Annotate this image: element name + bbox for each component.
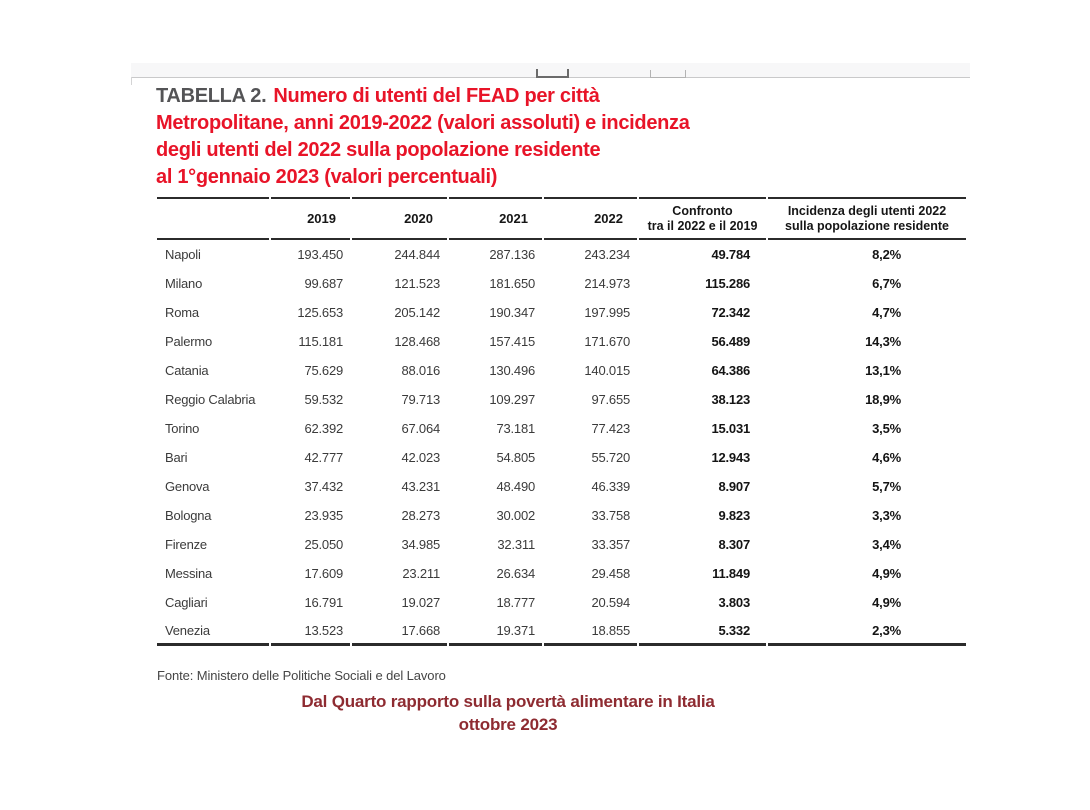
value-cell: 115.181 bbox=[298, 334, 343, 349]
column-header: 2019 bbox=[271, 197, 350, 240]
city-cell: Catania bbox=[165, 363, 209, 378]
cropped-ui-fragment-light bbox=[650, 70, 686, 78]
value-cell: 49.784 bbox=[711, 247, 750, 262]
left-corner-tick bbox=[131, 77, 132, 85]
value-cell: 8.907 bbox=[718, 479, 750, 494]
caption-line-1: Dal Quarto rapporto sulla povertà alimentare in Italia bbox=[301, 692, 715, 711]
value-cell: 125.653 bbox=[297, 305, 343, 320]
table-body bbox=[157, 240, 966, 646]
value-cell: 5,7% bbox=[872, 479, 901, 494]
value-cell: 67.064 bbox=[401, 421, 440, 436]
column-header: 2020 bbox=[352, 197, 447, 240]
value-cell: 25.050 bbox=[304, 537, 343, 552]
table-row bbox=[157, 385, 966, 414]
value-cell: 33.357 bbox=[591, 537, 630, 552]
value-cell: 62.392 bbox=[304, 421, 343, 436]
column-header: 2021 bbox=[449, 197, 542, 240]
value-cell: 33.758 bbox=[591, 508, 630, 523]
value-cell: 37.432 bbox=[304, 479, 343, 494]
table-row bbox=[157, 298, 966, 327]
value-cell: 17.668 bbox=[352, 617, 447, 646]
value-cell: 18.855 bbox=[544, 617, 637, 646]
value-cell: 38.123 bbox=[711, 392, 750, 407]
value-cell: 26.634 bbox=[496, 566, 535, 581]
value-cell: 214.973 bbox=[584, 276, 630, 291]
value-cell: 75.629 bbox=[304, 363, 343, 378]
value-cell: 3.803 bbox=[718, 595, 750, 610]
value-cell: 16.791 bbox=[304, 595, 343, 610]
value-cell: 181.650 bbox=[489, 276, 535, 291]
city-cell: Bologna bbox=[165, 508, 212, 523]
city-cell: Firenze bbox=[165, 537, 207, 552]
value-cell: 11.849 bbox=[712, 566, 750, 581]
value-cell: 5.332 bbox=[639, 617, 766, 646]
value-cell: 2,3% bbox=[768, 617, 966, 646]
value-cell: 56.489 bbox=[711, 334, 750, 349]
value-cell: 55.720 bbox=[591, 450, 630, 465]
fead-table bbox=[155, 197, 968, 646]
value-cell: 20.594 bbox=[591, 595, 630, 610]
value-cell: 64.386 bbox=[711, 363, 750, 378]
table-row bbox=[157, 240, 966, 269]
value-cell: 8.307 bbox=[718, 537, 750, 552]
value-cell: 59.532 bbox=[304, 392, 343, 407]
value-cell: 23.211 bbox=[402, 566, 440, 581]
table-row bbox=[157, 530, 966, 559]
value-cell: 28.273 bbox=[401, 508, 440, 523]
table-row bbox=[157, 356, 966, 385]
value-cell: 18,9% bbox=[865, 392, 901, 407]
city-cell: Cagliari bbox=[165, 595, 208, 610]
value-cell: 48.490 bbox=[496, 479, 535, 494]
value-cell: 34.985 bbox=[401, 537, 440, 552]
value-cell: 244.844 bbox=[394, 247, 440, 262]
column-header: Confronto tra il 2022 e il 2019 bbox=[639, 197, 766, 240]
column-header: Incidenza degli utenti 2022 sulla popolazione residente bbox=[768, 197, 966, 240]
city-cell: Genova bbox=[165, 479, 210, 494]
table-row bbox=[157, 414, 966, 443]
city-cell: Roma bbox=[165, 305, 199, 320]
value-cell: 14,3% bbox=[865, 334, 901, 349]
value-cell: 54.805 bbox=[496, 450, 535, 465]
value-cell: 4,9% bbox=[872, 566, 901, 581]
value-cell: 73.181 bbox=[496, 421, 535, 436]
value-cell: 3,3% bbox=[872, 508, 901, 523]
value-cell: 12.943 bbox=[711, 450, 750, 465]
column-header: 2022 bbox=[544, 197, 637, 240]
value-cell: 32.311 bbox=[497, 537, 535, 552]
table-row bbox=[157, 327, 966, 356]
value-cell: 9.823 bbox=[718, 508, 750, 523]
value-cell: 8,2% bbox=[872, 247, 901, 262]
value-cell: 42.023 bbox=[401, 450, 440, 465]
document-page bbox=[131, 63, 970, 810]
value-cell: 190.347 bbox=[489, 305, 535, 320]
value-cell: 243.234 bbox=[584, 247, 630, 262]
city-cell: Milano bbox=[165, 276, 203, 291]
value-cell: 128.468 bbox=[394, 334, 440, 349]
value-cell: 140.015 bbox=[584, 363, 630, 378]
table-row bbox=[157, 472, 966, 501]
value-cell: 287.136 bbox=[489, 247, 535, 262]
value-cell: 17.609 bbox=[304, 566, 343, 581]
value-cell: 30.002 bbox=[496, 508, 535, 523]
value-cell: 79.713 bbox=[401, 392, 440, 407]
table-title bbox=[156, 83, 690, 191]
value-cell: 197.995 bbox=[584, 305, 630, 320]
city-cell: Palermo bbox=[165, 334, 213, 349]
table-row bbox=[157, 501, 966, 530]
value-cell: 121.523 bbox=[394, 276, 440, 291]
value-cell: 4,9% bbox=[872, 595, 901, 610]
title-text: Numero di utenti del FEAD per città bbox=[273, 85, 600, 107]
table-row bbox=[157, 588, 966, 617]
value-cell: 19.371 bbox=[449, 617, 542, 646]
value-cell: 171.670 bbox=[584, 334, 630, 349]
table-row bbox=[157, 559, 966, 588]
value-cell: 193.450 bbox=[297, 247, 343, 262]
value-cell: 72.342 bbox=[711, 305, 750, 320]
value-cell: 42.777 bbox=[304, 450, 343, 465]
value-cell: 97.655 bbox=[591, 392, 630, 407]
city-cell: Torino bbox=[165, 421, 200, 436]
city-cell: Bari bbox=[165, 450, 188, 465]
value-cell: 205.142 bbox=[394, 305, 440, 320]
city-cell: Napoli bbox=[165, 247, 201, 262]
title-line-4: al 1°gennaio 2023 (valori percentuali) bbox=[156, 166, 498, 188]
value-cell: 15.031 bbox=[711, 421, 750, 436]
title-line-3: degli utenti del 2022 sulla popolazione residente bbox=[156, 139, 601, 161]
value-cell: 23.935 bbox=[304, 508, 343, 523]
table-row bbox=[157, 617, 966, 646]
value-cell: 99.687 bbox=[304, 276, 343, 291]
city-cell: Venezia bbox=[157, 617, 269, 646]
value-cell: 3,5% bbox=[872, 421, 901, 436]
city-cell: Messina bbox=[165, 566, 213, 581]
table-header-row bbox=[157, 197, 966, 240]
title-line-2: Metropolitane, anni 2019-2022 (valori assoluti) e incidenza bbox=[156, 112, 690, 134]
value-cell: 4,7% bbox=[872, 305, 901, 320]
caption-line-2: ottobre 2023 bbox=[458, 715, 558, 734]
value-cell: 130.496 bbox=[489, 363, 535, 378]
value-cell: 19.027 bbox=[401, 595, 440, 610]
column-header-city bbox=[157, 197, 269, 240]
table-row bbox=[157, 269, 966, 298]
value-cell: 109.297 bbox=[489, 392, 535, 407]
value-cell: 3,4% bbox=[872, 537, 901, 552]
cropped-ui-fragment-dark bbox=[536, 69, 569, 78]
table-row bbox=[157, 443, 966, 472]
table-header bbox=[157, 197, 966, 240]
table-number-label: TABELLA 2. bbox=[156, 85, 267, 107]
source-note: Fonte: Ministero delle Politiche Sociali e del Lavoro bbox=[157, 668, 446, 683]
value-cell: 115.286 bbox=[705, 276, 750, 291]
value-cell: 88.016 bbox=[401, 363, 440, 378]
value-cell: 18.777 bbox=[496, 595, 535, 610]
value-cell: 6,7% bbox=[872, 276, 901, 291]
value-cell: 4,6% bbox=[872, 450, 901, 465]
value-cell: 43.231 bbox=[401, 479, 440, 494]
value-cell: 13.523 bbox=[271, 617, 350, 646]
value-cell: 29.458 bbox=[591, 566, 630, 581]
value-cell: 13,1% bbox=[865, 363, 901, 378]
report-caption bbox=[131, 690, 885, 736]
value-cell: 46.339 bbox=[591, 479, 630, 494]
value-cell: 157.415 bbox=[489, 334, 535, 349]
value-cell: 77.423 bbox=[591, 421, 630, 436]
title-line-1 bbox=[156, 83, 690, 110]
city-cell: Reggio Calabria bbox=[165, 392, 256, 407]
